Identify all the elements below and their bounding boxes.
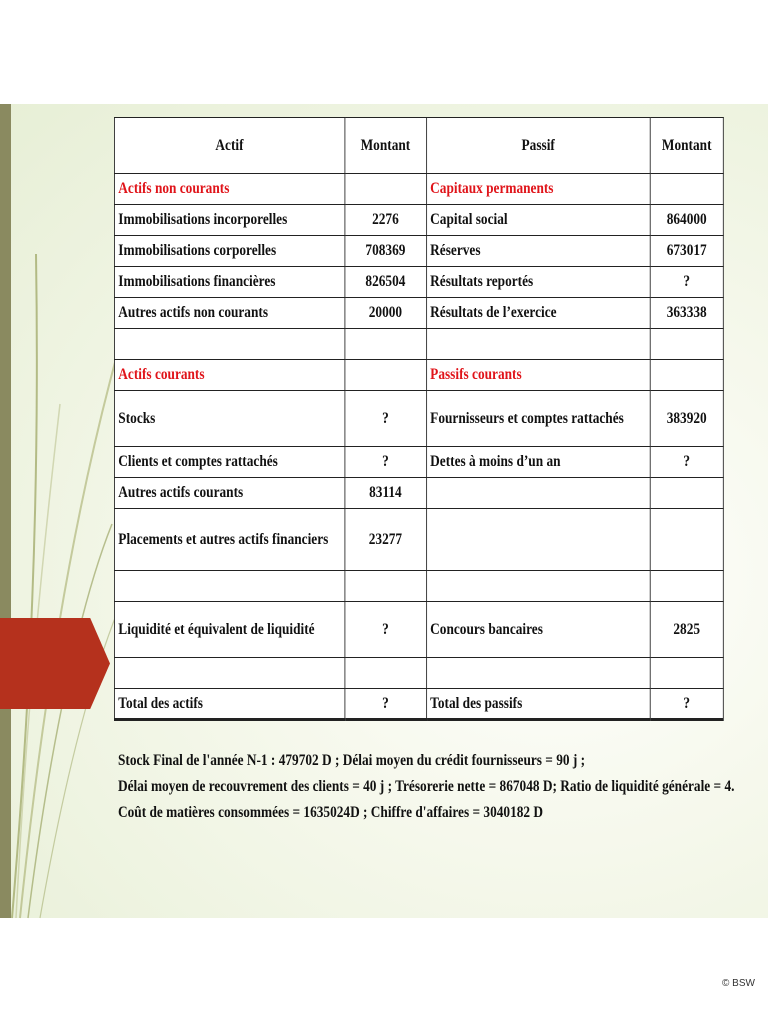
actif-label: Immobilisations corporelles: [114, 236, 344, 267]
copyright-text: © BSW: [722, 978, 755, 989]
table-row: [114, 602, 723, 658]
header-montant-passif: Montant: [650, 118, 723, 174]
passif-amount: ?: [650, 689, 723, 720]
actif-amount: [345, 658, 427, 689]
actif-amount: ?: [345, 391, 427, 447]
passif-amount: [650, 360, 723, 391]
actif-label: Autres actifs non courants: [114, 298, 344, 329]
passif-label: Résultats reportés: [426, 267, 650, 298]
table-row: [114, 447, 723, 478]
passif-label: Passifs courants: [426, 360, 650, 391]
passif-label: [426, 509, 650, 571]
passif-amount: 383920: [650, 391, 723, 447]
table-row: [114, 509, 723, 571]
balance-sheet-table: [114, 117, 724, 721]
passif-label: Concours bancaires: [426, 602, 650, 658]
passif-amount: 363338: [650, 298, 723, 329]
actif-label: Liquidité et équivalent de liquidité: [114, 602, 344, 658]
table-header-row: [114, 118, 723, 174]
header-montant-actif: Montant: [345, 118, 427, 174]
actif-label: Clients et comptes rattachés: [114, 447, 344, 478]
passif-label: Dettes à moins d’un an: [426, 447, 650, 478]
arrow-shape: [0, 618, 110, 709]
passif-label: [426, 329, 650, 360]
table-body: [114, 174, 723, 720]
table-row: [114, 391, 723, 447]
table-row: [114, 360, 723, 391]
actif-label: Immobilisations incorporelles: [114, 205, 344, 236]
actif-label: [114, 658, 344, 689]
actif-label: Immobilisations financières: [114, 267, 344, 298]
passif-amount: [650, 478, 723, 509]
actif-amount: 20000: [345, 298, 427, 329]
passif-label: [426, 478, 650, 509]
actif-amount: 23277: [345, 509, 427, 571]
passif-amount: [650, 509, 723, 571]
table-row: [114, 571, 723, 602]
passif-label: Capital social: [426, 205, 650, 236]
actif-label: Autres actifs courants: [114, 478, 344, 509]
actif-amount: 826504: [345, 267, 427, 298]
passif-amount: [650, 658, 723, 689]
passif-amount: 864000: [650, 205, 723, 236]
header-passif: Passif: [426, 118, 650, 174]
table-row: [114, 658, 723, 689]
passif-label: Résultats de l’exercice: [426, 298, 650, 329]
table-row: [114, 174, 723, 205]
table-row: [114, 689, 723, 720]
actif-label: [114, 329, 344, 360]
actif-label: Placements et autres actifs financiers: [114, 509, 344, 571]
actif-label: Actifs courants: [114, 360, 344, 391]
actif-amount: ?: [345, 447, 427, 478]
actif-amount: [345, 360, 427, 391]
actif-label: Stocks: [114, 391, 344, 447]
actif-amount: [345, 174, 427, 205]
passif-label: Capitaux permanents: [426, 174, 650, 205]
actif-label: Total des actifs: [114, 689, 344, 720]
passif-label: [426, 571, 650, 602]
passif-amount: ?: [650, 267, 723, 298]
note-line: Délai moyen de recouvrement des clients = 40 j ; Trésorerie nette = 867048 D; Ratio de liquidité générale = 4.: [118, 778, 735, 795]
passif-amount: [650, 174, 723, 205]
table-row: [114, 329, 723, 360]
passif-amount: [650, 329, 723, 360]
actif-amount: ?: [345, 602, 427, 658]
table-row: [114, 478, 723, 509]
actif-amount: 2276: [345, 205, 427, 236]
actif-amount: ?: [345, 689, 427, 720]
passif-label: Total des passifs: [426, 689, 650, 720]
header-actif: Actif: [114, 118, 344, 174]
passif-label: [426, 658, 650, 689]
passif-amount: [650, 571, 723, 602]
passif-amount: ?: [650, 447, 723, 478]
table-row: [114, 267, 723, 298]
actif-amount: 708369: [345, 236, 427, 267]
passif-label: Fournisseurs et comptes rattachés: [426, 391, 650, 447]
note-line: Coût de matières consommées = 1635024D ; Chiffre d'affaires = 3040182 D: [118, 804, 544, 821]
passif-amount: 2825: [650, 602, 723, 658]
table-row: [114, 205, 723, 236]
actif-amount: [345, 329, 427, 360]
actif-label: Actifs non courants: [114, 174, 344, 205]
notes-block: [118, 748, 737, 826]
actif-label: [114, 571, 344, 602]
note-line: Stock Final de l'année N-1 : 479702 D ; Délai moyen du crédit fournisseurs = 90 j ;: [118, 752, 586, 769]
actif-amount: 83114: [345, 478, 427, 509]
table-row: [114, 298, 723, 329]
actif-amount: [345, 571, 427, 602]
passif-amount: 673017: [650, 236, 723, 267]
passif-label: Réserves: [426, 236, 650, 267]
table-row: [114, 236, 723, 267]
